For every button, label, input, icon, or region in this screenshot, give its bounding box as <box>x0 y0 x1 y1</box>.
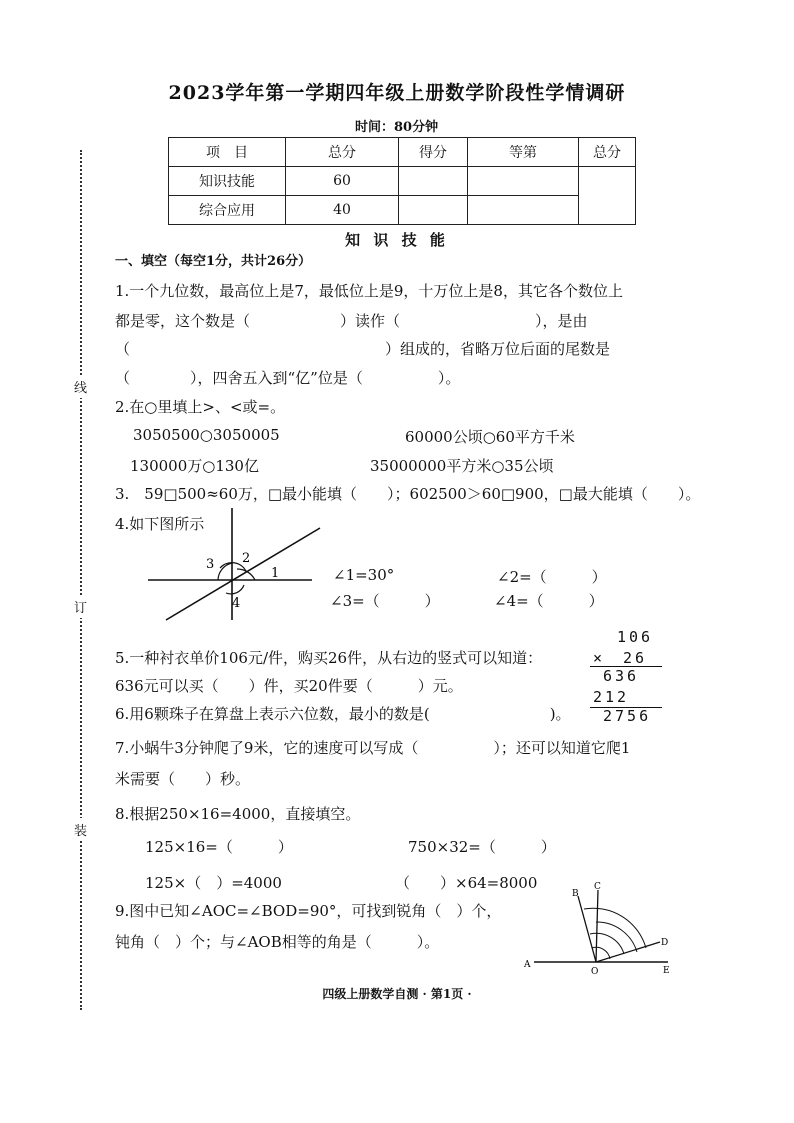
label-D: D <box>661 938 669 948</box>
q7-line1: 7.小蜗牛3分钟爬了9米，它的速度可以写成（ ）；还可以知道它爬1 <box>115 739 631 757</box>
arc-large <box>584 908 646 948</box>
table-row <box>169 167 636 196</box>
grade-cell[interactable] <box>468 196 579 225</box>
vertical-calc-partial-2: 212 <box>593 688 630 706</box>
score-cell[interactable] <box>399 196 468 225</box>
row-name: 综合应用 <box>169 196 286 225</box>
slanted-line <box>166 528 320 620</box>
arc-mid2 <box>596 922 637 952</box>
score-cell[interactable] <box>399 167 468 196</box>
q8-prompt: 8.根据250×16=4000，直接填空。 <box>115 805 361 823</box>
label-3: 3 <box>206 557 215 572</box>
q1-line4: （ ），四舍五入到“亿”位是（ ）。 <box>115 369 461 387</box>
section-title: 知 识 技 能 <box>345 231 449 249</box>
binding-char-ding: 订 <box>74 595 87 618</box>
ray-OC <box>596 890 598 962</box>
header-score: 得分 <box>399 138 468 167</box>
arc-mid <box>590 933 624 954</box>
q7-line2: 米需要（ ）秒。 <box>115 770 251 788</box>
q4-prompt: 4.如下图所示 <box>115 515 205 533</box>
q1-line3: （ ）组成的，省略万位后面的尾数是 <box>115 340 611 358</box>
score-table <box>168 137 636 225</box>
label-O: O <box>591 967 599 977</box>
q5-line1: 5.一种衬衣单价106元/件，购买26件，从右边的竖式可以知道： <box>115 649 543 667</box>
ray-OD <box>596 942 660 962</box>
angle-arc-3 <box>218 563 232 580</box>
binding-char-xian: 线 <box>74 375 87 398</box>
label-2: 2 <box>242 551 251 566</box>
q2-b: 60000公顷○60平方千米 <box>405 428 575 446</box>
vertical-calc-multiplicand: 106 <box>617 628 654 646</box>
q4-angle1: ∠1=30° <box>333 566 395 584</box>
table-row <box>169 196 636 225</box>
label-1: 1 <box>271 566 280 581</box>
grade-cell[interactable] <box>468 167 579 196</box>
header-item: 项 目 <box>169 138 286 167</box>
label-C: C <box>594 882 601 892</box>
q1-line1: 1.一个九位数，最高位上是7，最低位上是9，十万位上是8，其它各个数位上 <box>115 282 623 300</box>
header-grade: 等第 <box>468 138 579 167</box>
header-total: 总分 <box>286 138 399 167</box>
q9-line2: 钝角（ ）个；与∠AOB相等的角是（ ）。 <box>115 933 440 951</box>
page-footer: 四级上册数学自测 · 第1页 · <box>322 987 472 1001</box>
q1-line2: 都是零，这个数是（ ）读作（ ），是由 <box>115 312 588 330</box>
label-E: E <box>663 966 670 976</box>
q2-a: 3050500○3050005 <box>133 426 280 444</box>
q4-angle2: ∠2=（ ） <box>497 568 607 586</box>
vertical-calc-partial-1: 636 <box>603 667 640 685</box>
row-name: 知识技能 <box>169 167 286 196</box>
label-A: A <box>524 960 531 970</box>
vertical-calc-product: 2756 <box>603 707 652 725</box>
page-title: 2023学年第一学期四年级上册数学阶段性学情调研 <box>168 82 626 104</box>
exam-time: 时间：80分钟 <box>355 120 439 135</box>
angle-arc-4 <box>226 585 244 594</box>
q9-line1: 9.图中已知∠AOC=∠BOD=90°，可找到锐角（ ）个， <box>115 902 502 920</box>
q5-line2: 636元可以买（ ）件，买20件要（ ）元。 <box>115 677 463 695</box>
vertical-calc-multiplier: × 26 <box>593 649 648 667</box>
part1-title: 一、填空（每空1分，共计26分） <box>115 254 312 269</box>
q2-d: 35000000平方米○35公顷 <box>370 457 554 475</box>
angle-figure <box>140 500 330 625</box>
q2-prompt: 2.在○里填上>、<或=。 <box>115 398 286 416</box>
header-sum: 总分 <box>579 138 636 167</box>
q6-text: 6.用6颗珠子在算盘上表示六位数，最小的数是( )。 <box>115 705 571 723</box>
q8-c: 125×（ ）=4000 <box>145 874 282 892</box>
q4-angle3: ∠3=（ ） <box>330 592 440 610</box>
label-4: 4 <box>232 596 241 611</box>
label-B: B <box>572 889 579 899</box>
ray-figure <box>520 882 680 980</box>
row-total: 60 <box>286 167 399 196</box>
q3-text: 3. 59□500≈60万，□最小能填（ ）；602500＞60□900，□最大能填（ ）。 <box>115 485 701 503</box>
row-total: 40 <box>286 196 399 225</box>
q2-c: 130000万○130亿 <box>130 457 259 475</box>
binding-line <box>80 150 82 1010</box>
score-table-header <box>169 138 636 167</box>
q4-angle4: ∠4=（ ） <box>494 592 604 610</box>
sum-cell[interactable] <box>579 167 636 225</box>
binding-char-zhuang: 装 <box>74 818 87 841</box>
q8-d: （ ）×64=8000 <box>395 874 538 892</box>
ray-OB <box>578 896 596 962</box>
q8-b: 750×32=（ ） <box>408 838 556 856</box>
q8-a: 125×16=（ ） <box>145 838 293 856</box>
